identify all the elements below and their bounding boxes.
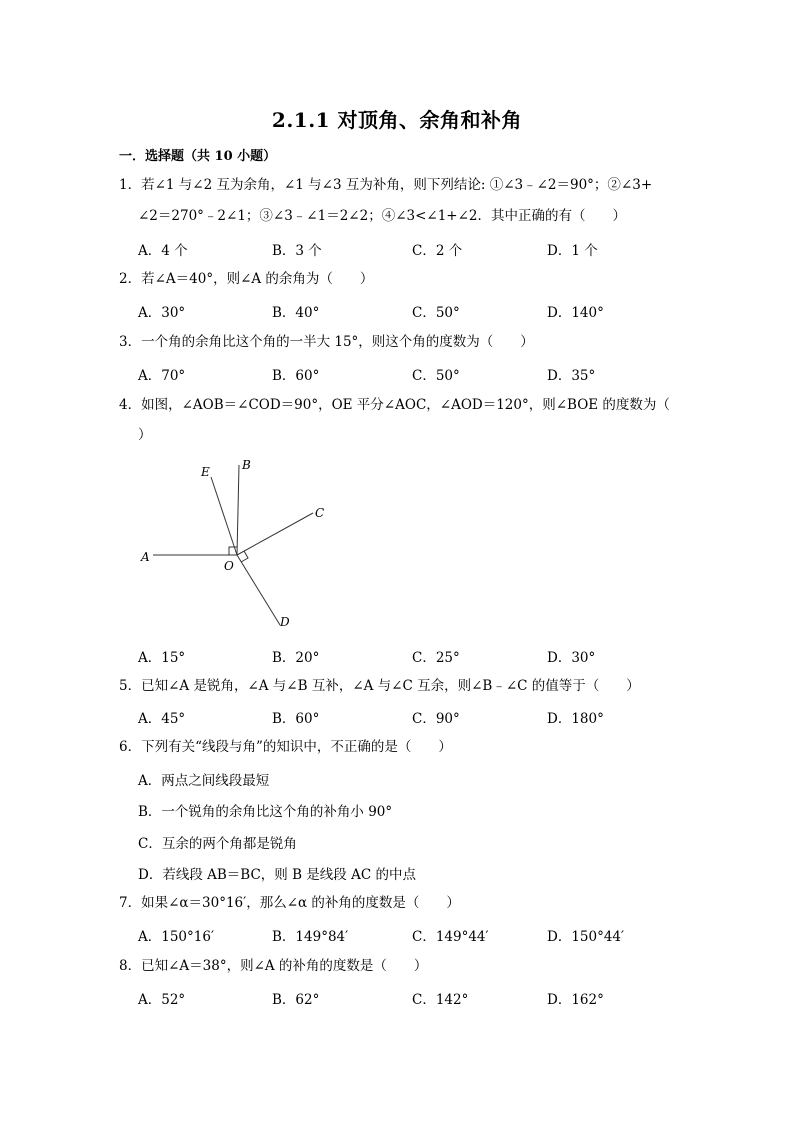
question-6-line-1: 6．下列有关“线段与角”的知识中，不正确的是（ ） xyxy=(119,739,452,755)
question-7-option-a: A．150°16′ xyxy=(138,929,215,945)
ray-od xyxy=(237,555,280,625)
question-4-option-c: C．25° xyxy=(412,650,460,666)
question-4-option-b: B．20° xyxy=(272,650,320,666)
question-8-line-1: 8．已知∠A＝38°，则∠A 的补角的度数是（ ） xyxy=(119,958,428,974)
question-7-option-b: B．149°84′ xyxy=(272,929,349,945)
label-d: D xyxy=(280,615,290,629)
question-5-option-b: B．60° xyxy=(272,711,320,727)
question-1-option-d: D．1 个 xyxy=(547,243,598,259)
ray-ob xyxy=(237,465,239,555)
page-title: 2.1.1 对顶角、余角和补角 xyxy=(271,108,523,132)
label-b: B xyxy=(242,458,251,472)
question-8-option-a: A．52° xyxy=(138,992,186,1008)
question-6-option-c: C．互余的两个角都是锐角 xyxy=(138,836,297,852)
question-4-option-a: A．15° xyxy=(138,650,186,666)
label-e: E xyxy=(201,465,210,479)
ray-oc xyxy=(237,513,313,555)
question-3-option-d: D．35° xyxy=(547,368,596,384)
question-6-option-d: D．若线段 AB＝BC，则 B 是线段 AC 的中点 xyxy=(138,867,416,883)
question-2-option-b: B．40° xyxy=(272,305,320,321)
question-2-option-d: D．140° xyxy=(547,305,604,321)
question-5-option-c: C．90° xyxy=(412,711,460,727)
label-a: A xyxy=(141,550,150,564)
question-2-option-a: A．30° xyxy=(138,305,186,321)
question-3-option-a: A．70° xyxy=(138,368,186,384)
question-7-line-1: 7．如果∠α＝30°16′，那么∠α 的补角的度数是（ ） xyxy=(119,895,460,911)
question-7-option-c: C．149°44′ xyxy=(412,929,489,945)
question-6-option-a: A．两点之间线段最短 xyxy=(138,773,270,789)
question-3-line-1: 3．一个角的余角比这个角的一半大 15°，则这个角的度数为（ ） xyxy=(119,334,534,350)
label-o: O xyxy=(224,559,234,573)
question-5-option-d: D．180° xyxy=(547,711,604,727)
question-3-option-c: C．50° xyxy=(412,368,460,384)
question-4-option-d: D．30° xyxy=(547,650,596,666)
question-5-option-a: A．45° xyxy=(138,711,186,727)
question-2-option-c: C．50° xyxy=(412,305,460,321)
question-2-line-1: 2．若∠A＝40°，则∠A 的余角为（ ） xyxy=(119,271,374,287)
question-5-line-1: 5．已知∠A 是锐角，∠A 与∠B 互补，∠A 与∠C 互余，则∠B﹣∠C 的值等于（ ） xyxy=(119,678,640,694)
question-4-line-1: 4．如图，∠AOB＝∠COD＝90°，OE 平分∠AOC，∠AOD＝120°，则∠BOE 的度数为（ xyxy=(119,397,670,413)
question-6-option-b: B．一个锐角的余角比这个角的补角小 90° xyxy=(138,804,393,820)
question-4-line-2: ） xyxy=(138,427,152,443)
question-1-option-a: A．4 个 xyxy=(138,243,188,259)
question-3-option-b: B．60° xyxy=(272,368,320,384)
angle-diagram xyxy=(135,455,335,635)
question-1-option-c: C．2 个 xyxy=(412,243,463,259)
question-1-line-1: 1．若∠1 与∠2 互为余角，∠1 与∠3 互为补角，则下列结论: ①∠3﹣∠2＝90°；②∠3+ xyxy=(119,177,653,193)
ray-oe xyxy=(211,477,237,555)
question-7-option-d: D．150°44′ xyxy=(547,929,625,945)
question-8-option-b: B．62° xyxy=(272,992,320,1008)
question-1-option-b: B．3 个 xyxy=(272,243,322,259)
section-heading: 一．选择题（共 10 小题） xyxy=(119,149,277,164)
label-c: C xyxy=(315,506,325,520)
question-8-option-d: D．162° xyxy=(547,992,604,1008)
question-1-line-2: ∠2＝270°﹣2∠1；③∠3﹣∠1＝2∠2；④∠3<∠1+∠2．其中正确的有（ ） xyxy=(138,208,627,224)
question-8-option-c: C．142° xyxy=(412,992,469,1008)
